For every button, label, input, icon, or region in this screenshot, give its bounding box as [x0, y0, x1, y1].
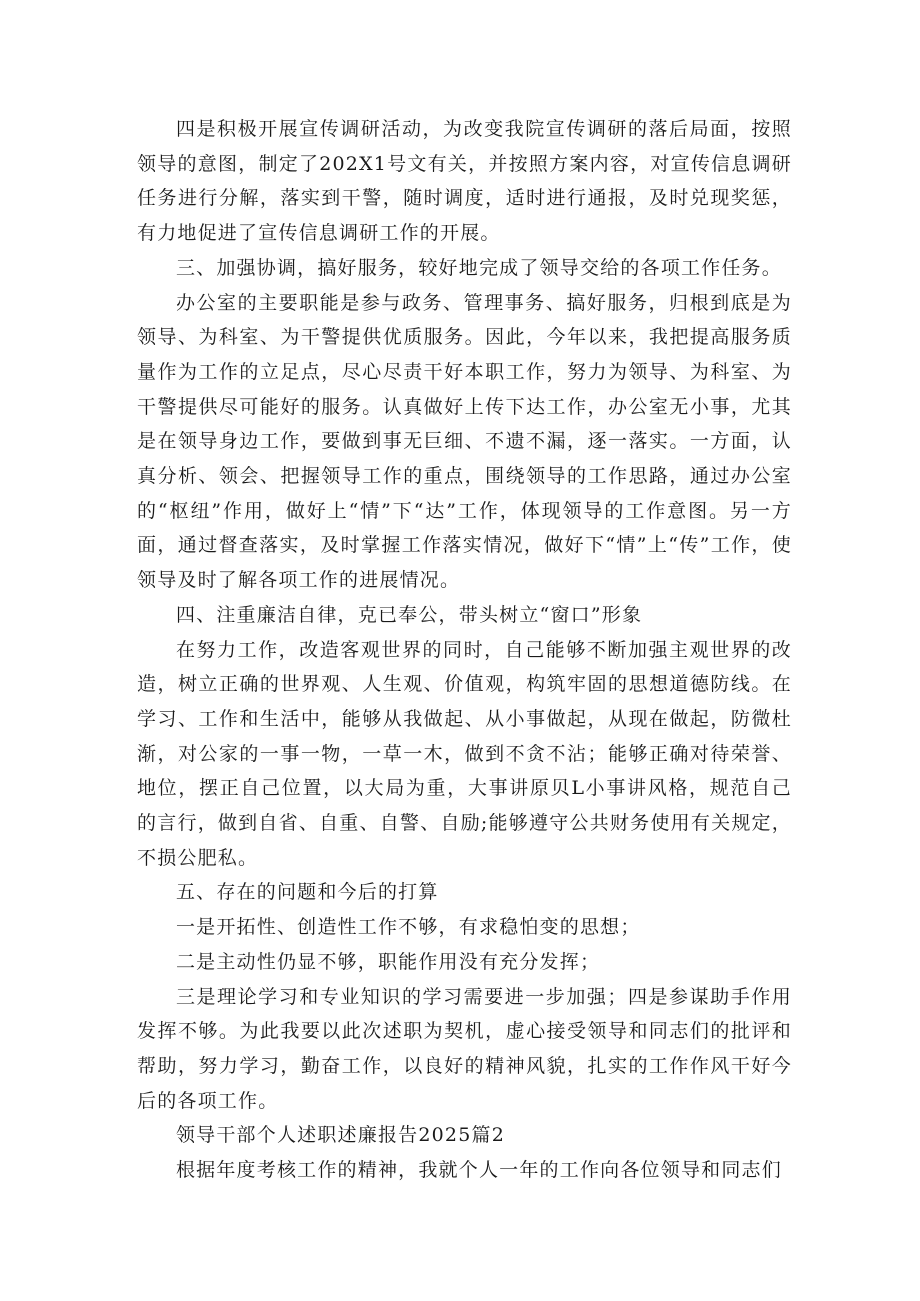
section-heading-integrity: 四、注重廉洁自律，克已奉公，带头树立“窗口”形象 [175, 603, 643, 626]
section-heading-coordination: 三、加强协调，搞好服务，较好地完成了领导交给的各项工作任务。 [175, 256, 782, 279]
report-title-part-2: 领导干部个人述职述廉报告2025篇2 [175, 1124, 505, 1147]
paragraph-integrity: 在努力工作，改造客观世界的同时，自己能够不断加强主观世界的改造，树立正确的世界观、人生观、价值观，构筑牢固的思想道德防线。在学习、工作和生活中，能够从我做起、从小事做起，从现在做起，防微杜渐，对公家的一事一物，一草一木，做到不贪不沾；能够正确对待荣誉、地位，摆正自己位置，以大局为重，大事讲原贝L小事讲风格，规范自己的言行，做到自省、自重、自警、自励;能够遵守公共财务使用有关规定，不损公肥私。 [137, 638, 792, 869]
paragraph-problem-one: 一是开拓性、创造性工作不够，有求稳怕变的思想； [175, 916, 641, 939]
paragraph-intro-part-2: 根据年度考核工作的精神，我就个人一年的工作向各位领导和同志们 [175, 1159, 782, 1182]
paragraph-office-duties: 办公室的主要职能是参与政务、管理事务、搞好服务，归根到底是为领导、为科室、为干警提供优质服务。因此，今年以来，我把提高服务质量作为工作的立足点，尽心尽责干好本职工作，努力为领导、为科室、为干警提供尽可能好的服务。认真做好上传下达工作，办公室无小事，尤其是在领导身边工作，要做到事无巨细、不遗不漏，逐一落实。一方面，认真分析、领会、把握领导工作的重点，围绕领导的工作思路，通过办公室的“枢纽”作用，做好上“情”下“达”工作，体现领导的工作意图。另一方面，通过督查落实，及时掌握工作落实情况，做好下“情”上“传”工作，使领导及时了解各项工作的进展情况。 [137, 291, 792, 592]
paragraph-problem-three: 三是理论学习和专业知识的学习需要进一步加强；四是参谋助手作用发挥不够。为此我要以此次述职为契机，虚心接受领导和同志们的批评和帮助，努力学习，勤奋工作，以良好的精神风貌，扎实的工作作风干好今后的各项工作。 [137, 985, 792, 1112]
paragraph-publicity-research: 四是积极开展宣传调研活动，为改变我院宣传调研的落后局面，按照领导的意图，制定了202X1号文有关，并按照方案内容，对宣传信息调研任务进行分解，落实到干警，随时调度，适时进行通报，及时兑现奖惩，有力地促进了宣传信息调研工作的开展。 [137, 118, 792, 245]
section-heading-problems: 五、存在的问题和今后的打算 [175, 881, 439, 904]
document-body [137, 112, 792, 1188]
paragraph-problem-two: 二是主动性仍显不够，职能作用没有充分发挥； [175, 950, 601, 973]
